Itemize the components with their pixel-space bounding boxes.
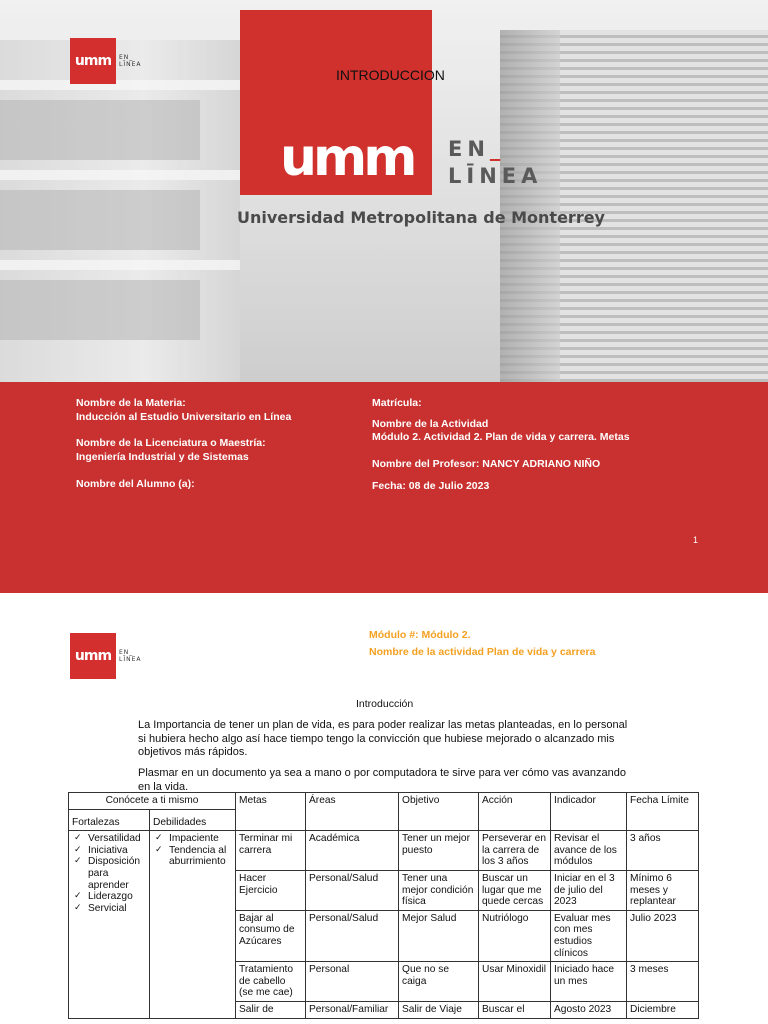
table-cell: Personal/Familiar [306,1001,399,1018]
introduccion-heading: Introducción [356,698,414,710]
table-cell: Perseverar en la carrera de los 3 años [479,831,551,871]
table-cell: Personal/Salud [306,870,399,910]
table-cell: Mínimo 6 meses y replantear [627,870,699,910]
table-cell: Evaluar mes con mes estudios clínicos [551,910,627,961]
materia-label: Nombre de la Materia: [76,397,186,409]
umm-logo: umm EN_ LĪNEA [70,38,142,84]
umm-big-logo: umm [280,128,414,188]
table-cell: Mejor Salud [399,910,479,961]
fortalezas-list [69,831,150,1018]
table-cell: Tener un mejor puesto [399,831,479,871]
table-cell: Buscar un lugar que me quede cercas [479,870,551,910]
actividad-line: Nombre de la actividad Plan de vida y carrera [369,646,596,658]
list-item: ✓ Servicial [72,903,146,915]
table-cell: 3 años [627,831,699,871]
table-cell: Julio 2023 [627,910,699,961]
debilidades-header: Debilidades [150,809,236,831]
table-cell: Salir de [236,1001,306,1018]
table-cell: Salir de Viaje [399,1001,479,1018]
table-cell: 3 meses [627,962,699,1002]
actividad-label: Nombre de la Actividad [372,418,489,430]
table-cell: Tener una mejor condición física [399,870,479,910]
university-name: Universidad Metropolitana de Monterrey [237,208,605,227]
table-cell: Académica [306,831,399,871]
list-item: ✓ Disposición para aprender [72,856,146,891]
header-metas: Metas [236,793,306,831]
table-cell: Tratamiento de cabello (se me cae) [236,962,306,1002]
header-objetivo: Objetivo [399,793,479,831]
list-item: ✓ Versatilidad [72,833,146,845]
table-cell: Iniciar en el 3 de julio del 2023 [551,870,627,910]
intro-paragraph-2: Plasmar en un documento ya sea a mano o por computadora te sirve para ver cómo vas avanzando en la vida. [138,767,626,793]
list-item: ✓ Impaciente [153,833,232,845]
list-item: ✓ Tendencia al aburrimiento [153,845,232,868]
licenciatura-value: Ingeniería Industrial y de Sistemas [76,451,249,463]
table-cell: Usar Minoxidil [479,962,551,1002]
life-plan-table [68,792,699,1019]
table-cell: Nutriólogo [479,910,551,961]
page-separator [0,593,768,603]
table-cell: Personal/Salud [306,910,399,961]
fecha-line: Fecha: 08 de Julio 2023 [372,480,490,492]
table-cell: Que no se caiga [399,962,479,1002]
intro-paragraph-1: La Importancia de tener un plan de vida, es para poder realizar las metas planteadas, en lo personal si hubiera hecho algo así hace tiempo tengo la convicción que hubiese mejorado o alcanzado mis objetivos más rápidos. [138,719,628,758]
header-areas: Áreas [306,793,399,831]
table-cell: Bajar al consumo de Azúcares [236,910,306,961]
table-cell: Terminar mi carrera [236,831,306,871]
list-item: ✓ Liderazgo [72,891,146,903]
profesor-line: Nombre del Profesor: NANCY ADRIANO NIÑO [372,458,601,470]
list-item: ✓ Iniciativa [72,845,146,857]
header-indicador: Indicador [551,793,627,831]
cover-title: INTRODUCCION [336,67,445,83]
table-row [69,831,699,871]
materia-value: Inducción al Estudio Universitario en Línea [76,411,292,423]
header-accion: Acción [479,793,551,831]
table-cell: Buscar el [479,1001,551,1018]
table-cell: Agosto 2023 [551,1001,627,1018]
actividad-value: Módulo 2. Actividad 2. Plan de vida y carrera. Metas [372,431,630,443]
conocete-header: Conócete a ti mismo [69,793,236,810]
table-cell: Personal [306,962,399,1002]
table-cell: Revisar el avance de los módulos [551,831,627,871]
modulo-line: Módulo #: Módulo 2. [369,629,471,641]
licenciatura-label: Nombre de la Licenciatura o Maestría: [76,437,266,449]
table-header-row [69,793,699,810]
table-cell: Diciembre [627,1001,699,1018]
matricula-label: Matrícula: [372,397,422,409]
table-cell: Iniciado hace un mes [551,962,627,1002]
debilidades-list [150,831,236,1018]
table-cell: Hacer Ejercicio [236,870,306,910]
fortalezas-header: Fortalezas [69,809,150,831]
alumno-label: Nombre del Alumno (a): [76,478,195,490]
content-page [0,603,768,1024]
header-fecha-limite: Fecha Límite [627,793,699,831]
page-number: 1 [693,535,699,545]
en-linea-logo: EN_ LĪNEA [448,137,543,188]
umm-logo-page2: umm EN_ LĪNEA [70,633,142,679]
